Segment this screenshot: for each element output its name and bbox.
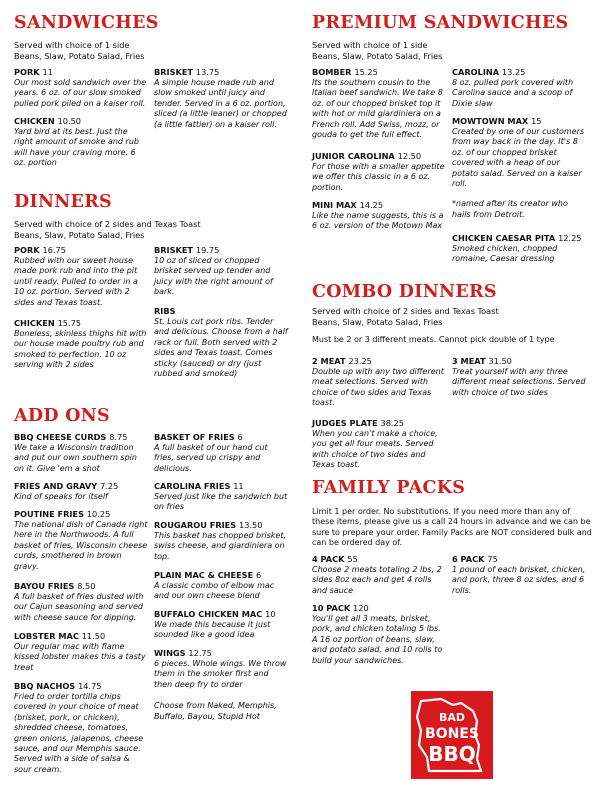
item-description: Treat yourself with any three different meat selections. Served with choice of two sides [452,367,586,397]
item-name: 2 MEAT [312,356,346,366]
menu-item [154,481,288,513]
family-packs-section [312,477,592,549]
item-name: 3 MEAT [452,356,486,366]
item-price: 15 [531,116,542,126]
item-name: BASKET OF FRIES [154,432,235,442]
item-name: 6 PACK [452,554,485,564]
item-description: Our most sold sandwich over the years. 6 oz. of our slow smoked pulled pork piled on a kaiser roll. [14,78,147,108]
item-name: BBQ CHEESE CURDS [14,432,107,442]
dinners-section [14,191,201,240]
item-price: 19.75 [195,245,220,255]
menu-item [312,554,446,596]
menu-item [312,67,446,140]
item-name: BRISKET [154,245,194,255]
item-name: POUTINE FRIES [14,509,84,519]
section-subtitle: Served with choice of 1 side Beans, Slaw, Potato Salad, Fries [14,40,145,61]
combo-rule-note: Must be 2 or 3 different meats. Cannot pick double of 1 type [312,335,555,344]
item-price: 55 [347,554,358,564]
item-description: A full basket of our hand cut fries, served up crispy and delicious. [154,443,268,473]
sandwiches-section [14,12,159,61]
item-price: 16.75 [42,245,66,255]
bad-bones-bbq-logo [411,691,493,779]
menu-item [452,554,592,596]
item-name: BBQ NACHOS [14,681,76,691]
item-price: 12.25 [558,233,582,243]
logo-text-bones: BONES [425,726,479,742]
menu-item [14,631,148,673]
item-description: The national dish of Canada right here in the Northwoods. A full basket of fries, Wisconsin cheese curds, smothered in brown gravy. [14,520,148,571]
item-price: 6 [256,570,262,580]
item-description: A simple house made rub and slow smoked until juicy and tender. Served in a 6 oz. portion, sliced (a little leaner) or chopped (a little fattier) on a kaiser roll. [154,78,287,129]
item-description: Fried to order tortilla chips covered in your choice of meat (brisket, pork, or chicken), shredded cheese, tomatoes, green onions, jalapenos, cheese sauce, and our Memphis sauce. Served with a side of salsa & sour cream. [14,692,144,774]
item-description: 8 oz. pulled pork covered with Carolina sauce and a scoop of Dixie slaw [452,78,574,108]
item-description: Yard bird at its best. Just the right amount of smoke and rub will have your craving more. 6 oz. portion [14,127,139,168]
item-name: JUDGES PLATE [312,418,378,428]
section-title: PREMIUM SANDWICHES [312,13,569,33]
item-description: Like the name suggests, this is a 6 oz. version of the Motown Max [312,211,444,231]
item-description: Created by one of our customers from way back in the day. It's 8 oz. of our chopped brisket covered with a heap of our potato salad. Served on a kaiser roll. [452,127,585,189]
section-subtitle: Served with choice of 2 sides and Texas Toast Beans, Slaw, Potato Salad, Fries [312,306,499,327]
item-price: 10.25 [86,509,111,519]
item-description: 1 pound of each brisket, chicken, and pork, three 8 oz sides, and 6 rolls. [452,565,586,595]
item-price: 10.50 [57,116,82,126]
item-name: RIBS [154,306,176,316]
menu-item [14,581,148,623]
item-price: 8.50 [77,581,96,591]
item-price: 13.75 [195,67,220,77]
item-description: Its the southern cousin to the Italian beef sandwich. We take 8 oz. of our chopped brisket top it with hot or mild giardiniera on a French roll. Add Swiss, mozz, or gouda to get the full effect. [312,78,443,140]
item-price: 13.50 [239,520,263,530]
item-description: This basket has chopped brisket, swiss cheese, and giardiniera on top. [154,531,287,561]
item-name: BRISKET [154,67,194,77]
premium-sandwiches-section [312,12,568,61]
item-description: Choose 2 meats totaling 2 lbs, 2 sides 8oz each and get 4 rolls and sauce [312,565,442,595]
item-price: 11 [42,67,53,77]
item-price: 13.25 [501,67,526,77]
section-title: FAMILY PACKS [312,478,466,498]
menu-item [312,418,446,470]
section-title: SANDWICHES [14,13,159,33]
item-price: 75 [487,554,498,564]
item-price: 7.25 [100,481,119,491]
item-price: 11.50 [81,631,106,641]
item-price: 31.50 [488,356,512,366]
menu-item [312,603,446,666]
item-description: For those with a smaller appetite we offer this classic in a 6 oz. portion. [312,162,445,192]
item-price: 12.50 [397,151,422,161]
menu-item [312,200,446,234]
menu-item [154,520,288,562]
item-price: 6 [237,432,243,442]
item-description: Kind of speaks for itself [14,492,108,501]
menu-item [452,356,592,398]
menu-item [154,306,288,379]
item-description: Boneless, skinless thighs hit with our house made poultry rub and smoked to perfection. 10 oz serving with 2 sides [14,329,147,370]
item-name: PORK [14,245,40,255]
item-name: CAROLINA FRIES [154,481,231,491]
item-description: 6 pieces. Whole wings. We throw them in the smoker first and then deep fry to order [154,659,287,689]
item-name: CHICKEN [14,318,55,328]
logo-text-bad: BAD [438,711,466,724]
item-name: PLAIN MAC & CHEESE [154,570,254,580]
item-price: 8.75 [109,432,128,442]
item-price: 14.25 [359,200,384,210]
menu-item [14,432,148,474]
item-description: Double up with any two different meat selections. Served with choice of two sides and Texas toast. [312,367,444,408]
item-price: 23.25 [348,356,372,366]
menu-item [452,116,586,220]
item-price: 10 [265,609,276,619]
menu-item [452,67,586,109]
menu-item [312,356,446,409]
mowtown-note: *named after its creator who hails from Detroit. [452,199,568,219]
addons-section [14,405,110,427]
item-description: A classic combo of elbow mac and our own cheese blend [154,581,275,601]
item-name: CHICKEN [14,116,55,126]
item-name: 10 PACK [312,603,351,613]
section-title: DINNERS [14,192,112,212]
section-subtitle: Served with choice of 1 side Beans, Slaw, Potato Salad, Fries [312,40,443,61]
section-subtitle: Served with choice of 2 sides and Texas Toast Beans, Slaw, Potato Salad, Fries [14,219,201,240]
item-name: MOWTOWN MAX [452,116,529,126]
family-packs-intro: Limit 1 per order. No substitutions. If you need more than any of these items, please give us a call 24 hours in advance and we can be sure to prepare your order. Family Packs are NOT considered bulk and can be ordered day of. [312,507,592,548]
item-description: Our regular mac with flame kissed lobster makes this a tasty treat [14,642,146,672]
menu-item [14,681,148,774]
menu-item [154,432,288,474]
item-description: St. Louis cut pork ribs. Tender and delicious. Choose from a half rack or full. Both served with 2 sides and Texas toast. Comes sticky (sauced) or dry (just rubbed and smoked) [154,317,288,379]
combo-dinners-section [312,281,555,345]
item-description: 10 oz of sliced or chopped brisket served up tender and juicy with the right amount of bark. [154,256,273,297]
menu-item [452,233,586,264]
menu-item [154,67,288,130]
section-title: COMBO DINNERS [312,282,497,302]
menu-item [14,481,148,502]
item-description: Served just like the sandwich but on fries [154,492,288,512]
item-name: BAYOU FRIES [14,581,75,591]
item-price: 12.75 [188,648,212,658]
menu-item [154,570,288,602]
item-name: ROUGAROU FRIES [154,520,237,530]
item-price: 14.75 [78,681,102,691]
item-name: BUFFALO CHICKEN MAC [154,609,263,619]
section-title: ADD ONS [14,406,111,426]
item-price: 15.75 [57,318,82,328]
logo-text-bbq: BBQ [428,742,476,766]
item-price: 120 [353,603,369,613]
item-description: We take a Wisconsin tradition and put our own southern spin on it. Give 'em a shot [14,443,137,473]
menu-item [14,318,148,371]
menu-item [14,509,148,572]
item-name: CHICKEN CAESAR PITA [452,233,556,243]
item-name: PORK [14,67,40,77]
item-name: CAROLINA [452,67,500,77]
menu-item [14,116,148,174]
item-price: 15.25 [354,67,378,77]
item-name: FRIES AND GRAVY [14,481,98,491]
item-description: You'll get all 3 meats, brisket, pork, and chicken totaling 5 lbs. A 16 oz portion of beans, slaw, and potato salad, and 10 rolls to build your sandwiches. [312,614,443,665]
item-description: A full basket of fries dusted with our Cajun seasoning and served with cheese sauce for dipping. [14,592,144,622]
menu-item [14,67,148,109]
item-name: LOBSTER MAC [14,631,79,641]
wisconsin-state-icon [411,691,493,779]
menu-item [154,245,288,298]
item-name: JUNIOR CAROLINA [312,151,395,161]
item-description: Rubbed with our sweet house made pork rub and into the pit until ready. Pulled to order in a 10 oz. portion. Served with 2 sides and Texas toast. [14,256,138,307]
item-name: BOMBER [312,67,352,77]
item-price: 11 [233,481,244,491]
item-name: MINI MAX [312,200,357,210]
item-name: WINGS [154,648,186,658]
menu-item [154,609,288,641]
menu-item [312,151,446,193]
item-price: 38.25 [380,418,404,428]
item-description: Smoked chicken, chopped romaine, Caesar dressing [452,244,558,264]
menu-item [154,648,288,722]
item-description: When you can't make a choice, you get all four meats. Served with choice of two sides and Texas toast. [312,429,438,470]
item-name: 4 PACK [312,554,345,564]
item-description: We made this because it just sounded like a good idea [154,620,271,640]
menu-item [14,245,148,308]
wings-sauce-note: Choose from Naked, Memphis, Buffalo, Bayou, Stupid Hot [154,701,277,721]
